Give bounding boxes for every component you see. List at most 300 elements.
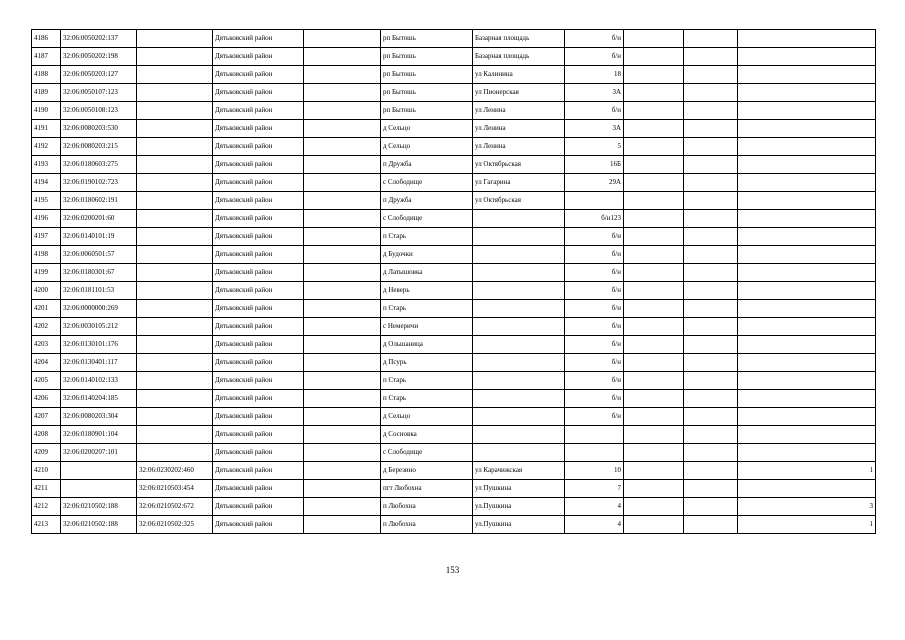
locality-cell: с Немеричи bbox=[381, 318, 473, 336]
district-cell: Дятьковский район bbox=[213, 444, 304, 462]
cadastral-number-cell: 32:06:0181101:53 bbox=[61, 282, 137, 300]
street-cell bbox=[473, 228, 565, 246]
street-cell bbox=[473, 282, 565, 300]
object-cadastral-number-cell bbox=[137, 246, 213, 264]
house-number-cell: б/н bbox=[565, 300, 624, 318]
locality-cell: рп Бытошь bbox=[381, 102, 473, 120]
blank-cell bbox=[304, 156, 381, 174]
street-cell bbox=[473, 426, 565, 444]
blank-cell bbox=[684, 318, 738, 336]
cadastral-number-cell: 32:06:0180901:104 bbox=[61, 426, 137, 444]
count-cell bbox=[738, 48, 876, 66]
district-cell: Дятьковский район bbox=[213, 66, 304, 84]
object-cadastral-number-cell bbox=[137, 228, 213, 246]
table-row bbox=[32, 516, 876, 534]
blank-cell bbox=[624, 282, 684, 300]
table-row bbox=[32, 300, 876, 318]
locality-cell: п Любохна bbox=[381, 498, 473, 516]
blank-cell bbox=[624, 102, 684, 120]
object-cadastral-number-cell bbox=[137, 210, 213, 228]
object-cadastral-number-cell bbox=[137, 354, 213, 372]
count-cell bbox=[738, 300, 876, 318]
table-row bbox=[32, 48, 876, 66]
row-number-cell: 4188 bbox=[32, 66, 61, 84]
row-number-cell: 4194 bbox=[32, 174, 61, 192]
blank-cell bbox=[624, 300, 684, 318]
street-cell: ул Калинина bbox=[473, 66, 565, 84]
street-cell: ул Карачижская bbox=[473, 462, 565, 480]
row-number-cell: 4197 bbox=[32, 228, 61, 246]
blank-cell bbox=[304, 120, 381, 138]
district-cell: Дятьковский район bbox=[213, 354, 304, 372]
object-cadastral-number-cell bbox=[137, 426, 213, 444]
count-cell bbox=[738, 480, 876, 498]
district-cell: Дятьковский район bbox=[213, 192, 304, 210]
count-cell bbox=[738, 84, 876, 102]
object-cadastral-number-cell bbox=[137, 372, 213, 390]
object-cadastral-number-cell bbox=[137, 120, 213, 138]
blank-cell bbox=[684, 390, 738, 408]
street-cell: Базарная площадь bbox=[473, 30, 565, 48]
row-number-cell: 4204 bbox=[32, 354, 61, 372]
street-cell: Базарная площадь bbox=[473, 48, 565, 66]
count-cell bbox=[738, 390, 876, 408]
blank-cell bbox=[684, 498, 738, 516]
blank-cell bbox=[624, 48, 684, 66]
object-cadastral-number-cell: 32:06:0210502:672 bbox=[137, 498, 213, 516]
cadastral-number-cell: 32:06:0200207:101 bbox=[61, 444, 137, 462]
blank-cell bbox=[624, 444, 684, 462]
blank-cell bbox=[304, 174, 381, 192]
blank-cell bbox=[304, 210, 381, 228]
cadastral-number-cell: 32:06:0200201:60 bbox=[61, 210, 137, 228]
street-cell bbox=[473, 336, 565, 354]
blank-cell bbox=[304, 516, 381, 534]
locality-cell: рп Бытошь bbox=[381, 48, 473, 66]
table-row bbox=[32, 102, 876, 120]
row-number-cell: 4203 bbox=[32, 336, 61, 354]
count-cell bbox=[738, 174, 876, 192]
house-number-cell: 4 bbox=[565, 516, 624, 534]
blank-cell bbox=[624, 516, 684, 534]
house-number-cell: б/н bbox=[565, 30, 624, 48]
register-table bbox=[31, 29, 876, 534]
row-number-cell: 4213 bbox=[32, 516, 61, 534]
blank-cell bbox=[684, 210, 738, 228]
blank-cell bbox=[304, 228, 381, 246]
object-cadastral-number-cell bbox=[137, 444, 213, 462]
locality-cell: рп Бытошь bbox=[381, 66, 473, 84]
cadastral-number-cell: 32:06:0130401:117 bbox=[61, 354, 137, 372]
cadastral-number-cell: 32:06:0140102:133 bbox=[61, 372, 137, 390]
table-row bbox=[32, 318, 876, 336]
blank-cell bbox=[684, 84, 738, 102]
object-cadastral-number-cell bbox=[137, 66, 213, 84]
row-number-cell: 4196 bbox=[32, 210, 61, 228]
blank-cell bbox=[304, 282, 381, 300]
table-row bbox=[32, 228, 876, 246]
blank-cell bbox=[684, 426, 738, 444]
cadastral-number-cell: 32:06:0210502:188 bbox=[61, 498, 137, 516]
district-cell: Дятьковский район bbox=[213, 210, 304, 228]
street-cell: ул Ленина bbox=[473, 120, 565, 138]
blank-cell bbox=[624, 156, 684, 174]
house-number-cell: 7 bbox=[565, 480, 624, 498]
object-cadastral-number-cell bbox=[137, 174, 213, 192]
district-cell: Дятьковский район bbox=[213, 336, 304, 354]
table-row bbox=[32, 426, 876, 444]
house-number-cell: б/н bbox=[565, 48, 624, 66]
street-cell: ул Октябрьская bbox=[473, 192, 565, 210]
table-row bbox=[32, 462, 876, 480]
blank-cell bbox=[304, 426, 381, 444]
locality-cell: д Сосновка bbox=[381, 426, 473, 444]
house-number-cell: 10 bbox=[565, 462, 624, 480]
cadastral-number-cell: 32:06:0210502:188 bbox=[61, 516, 137, 534]
count-cell bbox=[738, 426, 876, 444]
district-cell: Дятьковский район bbox=[213, 300, 304, 318]
locality-cell: с Слободище bbox=[381, 444, 473, 462]
district-cell: Дятьковский район bbox=[213, 264, 304, 282]
house-number-cell: 5 bbox=[565, 138, 624, 156]
locality-cell: д Псурь bbox=[381, 354, 473, 372]
house-number-cell: 18 bbox=[565, 66, 624, 84]
table-row bbox=[32, 246, 876, 264]
blank-cell bbox=[304, 498, 381, 516]
table-row bbox=[32, 444, 876, 462]
blank-cell bbox=[684, 264, 738, 282]
blank-cell bbox=[684, 138, 738, 156]
object-cadastral-number-cell bbox=[137, 264, 213, 282]
house-number-cell: б/н bbox=[565, 264, 624, 282]
blank-cell bbox=[684, 192, 738, 210]
count-cell bbox=[738, 228, 876, 246]
street-cell bbox=[473, 408, 565, 426]
blank-cell bbox=[624, 138, 684, 156]
district-cell: Дятьковский район bbox=[213, 390, 304, 408]
table-row bbox=[32, 66, 876, 84]
cadastral-number-cell bbox=[61, 462, 137, 480]
blank-cell bbox=[304, 300, 381, 318]
street-cell bbox=[473, 318, 565, 336]
table-row bbox=[32, 84, 876, 102]
blank-cell bbox=[304, 264, 381, 282]
blank-cell bbox=[624, 264, 684, 282]
locality-cell: пгт Любохна bbox=[381, 480, 473, 498]
cadastral-number-cell: 32:06:0080203:215 bbox=[61, 138, 137, 156]
count-cell bbox=[738, 102, 876, 120]
count-cell bbox=[738, 354, 876, 372]
row-number-cell: 4187 bbox=[32, 48, 61, 66]
district-cell: Дятьковский район bbox=[213, 102, 304, 120]
blank-cell bbox=[684, 174, 738, 192]
street-cell: ул Пионерская bbox=[473, 84, 565, 102]
cadastral-number-cell: 32:06:0180602:191 bbox=[61, 192, 137, 210]
house-number-cell: б/н bbox=[565, 246, 624, 264]
blank-cell bbox=[624, 228, 684, 246]
blank-cell bbox=[684, 462, 738, 480]
street-cell: ул.Пушкина bbox=[473, 516, 565, 534]
table-row bbox=[32, 282, 876, 300]
blank-cell bbox=[684, 480, 738, 498]
cadastral-number-cell: 32:06:0180603:275 bbox=[61, 156, 137, 174]
blank-cell bbox=[684, 444, 738, 462]
blank-cell bbox=[304, 462, 381, 480]
blank-cell bbox=[624, 498, 684, 516]
row-number-cell: 4195 bbox=[32, 192, 61, 210]
house-number-cell bbox=[565, 192, 624, 210]
blank-cell bbox=[624, 66, 684, 84]
blank-cell bbox=[684, 156, 738, 174]
house-number-cell bbox=[565, 444, 624, 462]
count-cell: 1 bbox=[738, 516, 876, 534]
district-cell: Дятьковский район bbox=[213, 408, 304, 426]
house-number-cell: б/н bbox=[565, 102, 624, 120]
blank-cell bbox=[304, 444, 381, 462]
table-row bbox=[32, 498, 876, 516]
table-row bbox=[32, 408, 876, 426]
table-body bbox=[32, 30, 876, 534]
blank-cell bbox=[624, 246, 684, 264]
table-row bbox=[32, 264, 876, 282]
locality-cell: п Старь bbox=[381, 372, 473, 390]
blank-cell bbox=[304, 30, 381, 48]
house-number-cell: б/н bbox=[565, 318, 624, 336]
blank-cell bbox=[684, 48, 738, 66]
row-number-cell: 4212 bbox=[32, 498, 61, 516]
house-number-cell: б/н bbox=[565, 390, 624, 408]
cadastral-number-cell: 32:06:0000000:269 bbox=[61, 300, 137, 318]
cadastral-number-cell: 32:06:0050202:137 bbox=[61, 30, 137, 48]
locality-cell: п Старь bbox=[381, 228, 473, 246]
cadastral-number-cell: 32:06:0140204:185 bbox=[61, 390, 137, 408]
table-row bbox=[32, 336, 876, 354]
house-number-cell: б/н bbox=[565, 408, 624, 426]
cadastral-number-cell: 32:06:0050202:198 bbox=[61, 48, 137, 66]
district-cell: Дятьковский район bbox=[213, 498, 304, 516]
count-cell bbox=[738, 246, 876, 264]
blank-cell bbox=[304, 48, 381, 66]
blank-cell bbox=[684, 354, 738, 372]
row-number-cell: 4186 bbox=[32, 30, 61, 48]
blank-cell bbox=[624, 408, 684, 426]
object-cadastral-number-cell bbox=[137, 282, 213, 300]
object-cadastral-number-cell bbox=[137, 192, 213, 210]
locality-cell: п Старь bbox=[381, 300, 473, 318]
district-cell: Дятьковский район bbox=[213, 174, 304, 192]
locality-cell: рп Бытошь bbox=[381, 30, 473, 48]
row-number-cell: 4210 bbox=[32, 462, 61, 480]
locality-cell: д Будочки bbox=[381, 246, 473, 264]
count-cell bbox=[738, 138, 876, 156]
street-cell bbox=[473, 210, 565, 228]
blank-cell bbox=[684, 408, 738, 426]
house-number-cell: 16Б bbox=[565, 156, 624, 174]
object-cadastral-number-cell: 32:06:0230202:460 bbox=[137, 462, 213, 480]
blank-cell bbox=[624, 174, 684, 192]
cadastral-number-cell: 32:06:0060501:57 bbox=[61, 246, 137, 264]
street-cell: ул Октябрьская bbox=[473, 156, 565, 174]
table-row bbox=[32, 174, 876, 192]
district-cell: Дятьковский район bbox=[213, 516, 304, 534]
street-cell: ул.Пушкина bbox=[473, 498, 565, 516]
count-cell bbox=[738, 408, 876, 426]
blank-cell bbox=[624, 390, 684, 408]
blank-cell bbox=[304, 372, 381, 390]
blank-cell bbox=[624, 30, 684, 48]
blank-cell bbox=[304, 318, 381, 336]
locality-cell: д Сельцо bbox=[381, 120, 473, 138]
locality-cell: п Дружба bbox=[381, 192, 473, 210]
blank-cell bbox=[304, 66, 381, 84]
blank-cell bbox=[684, 30, 738, 48]
row-number-cell: 4200 bbox=[32, 282, 61, 300]
count-cell: 1 bbox=[738, 462, 876, 480]
blank-cell bbox=[624, 336, 684, 354]
object-cadastral-number-cell bbox=[137, 84, 213, 102]
table-row bbox=[32, 390, 876, 408]
district-cell: Дятьковский район bbox=[213, 30, 304, 48]
table-row bbox=[32, 354, 876, 372]
blank-cell bbox=[684, 300, 738, 318]
blank-cell bbox=[304, 390, 381, 408]
cadastral-number-cell: 32:06:0080203:530 bbox=[61, 120, 137, 138]
blank-cell bbox=[684, 120, 738, 138]
cadastral-number-cell: 32:06:0140101:19 bbox=[61, 228, 137, 246]
house-number-cell: б/н bbox=[565, 372, 624, 390]
district-cell: Дятьковский район bbox=[213, 480, 304, 498]
blank-cell bbox=[624, 354, 684, 372]
row-number-cell: 4193 bbox=[32, 156, 61, 174]
district-cell: Дятьковский район bbox=[213, 48, 304, 66]
blank-cell bbox=[684, 228, 738, 246]
street-cell: ул Пушкина bbox=[473, 480, 565, 498]
row-number-cell: 4190 bbox=[32, 102, 61, 120]
object-cadastral-number-cell bbox=[137, 30, 213, 48]
object-cadastral-number-cell bbox=[137, 390, 213, 408]
count-cell bbox=[738, 66, 876, 84]
table-row bbox=[32, 30, 876, 48]
cadastral-number-cell: 32:06:0030105:212 bbox=[61, 318, 137, 336]
object-cadastral-number-cell bbox=[137, 156, 213, 174]
object-cadastral-number-cell bbox=[137, 48, 213, 66]
blank-cell bbox=[624, 462, 684, 480]
street-cell: ул Гагарина bbox=[473, 174, 565, 192]
locality-cell: с Слободище bbox=[381, 174, 473, 192]
locality-cell: д Неверь bbox=[381, 282, 473, 300]
blank-cell bbox=[684, 66, 738, 84]
locality-cell: д Латышовка bbox=[381, 264, 473, 282]
row-number-cell: 4192 bbox=[32, 138, 61, 156]
blank-cell bbox=[304, 480, 381, 498]
blank-cell bbox=[304, 336, 381, 354]
row-number-cell: 4206 bbox=[32, 390, 61, 408]
district-cell: Дятьковский район bbox=[213, 426, 304, 444]
locality-cell: д Березино bbox=[381, 462, 473, 480]
district-cell: Дятьковский район bbox=[213, 138, 304, 156]
count-cell bbox=[738, 30, 876, 48]
object-cadastral-number-cell bbox=[137, 102, 213, 120]
blank-cell bbox=[624, 120, 684, 138]
district-cell: Дятьковский район bbox=[213, 318, 304, 336]
locality-cell: рп Бытошь bbox=[381, 84, 473, 102]
object-cadastral-number-cell bbox=[137, 300, 213, 318]
blank-cell bbox=[304, 354, 381, 372]
object-cadastral-number-cell bbox=[137, 138, 213, 156]
street-cell bbox=[473, 264, 565, 282]
count-cell bbox=[738, 372, 876, 390]
count-cell bbox=[738, 210, 876, 228]
cadastral-number-cell: 32:06:0050107:123 bbox=[61, 84, 137, 102]
blank-cell bbox=[304, 408, 381, 426]
row-number-cell: 4207 bbox=[32, 408, 61, 426]
district-cell: Дятьковский район bbox=[213, 462, 304, 480]
locality-cell: д Сельцо bbox=[381, 408, 473, 426]
count-cell bbox=[738, 444, 876, 462]
street-cell bbox=[473, 354, 565, 372]
street-cell: ул Ленина bbox=[473, 102, 565, 120]
count-cell bbox=[738, 318, 876, 336]
house-number-cell: б/н123 bbox=[565, 210, 624, 228]
street-cell: ул Ленина bbox=[473, 138, 565, 156]
count-cell bbox=[738, 120, 876, 138]
row-number-cell: 4202 bbox=[32, 318, 61, 336]
cadastral-number-cell: 32:06:0180301:67 bbox=[61, 264, 137, 282]
row-number-cell: 4201 bbox=[32, 300, 61, 318]
cadastral-number-cell: 32:06:0190102:723 bbox=[61, 174, 137, 192]
table-row bbox=[32, 372, 876, 390]
blank-cell bbox=[304, 246, 381, 264]
cadastral-number-cell: 32:06:0130101:176 bbox=[61, 336, 137, 354]
blank-cell bbox=[684, 246, 738, 264]
count-cell bbox=[738, 156, 876, 174]
count-cell bbox=[738, 192, 876, 210]
house-number-cell: б/н bbox=[565, 336, 624, 354]
table-row bbox=[32, 192, 876, 210]
locality-cell: д Ольшаница bbox=[381, 336, 473, 354]
street-cell bbox=[473, 444, 565, 462]
district-cell: Дятьковский район bbox=[213, 246, 304, 264]
row-number-cell: 4205 bbox=[32, 372, 61, 390]
house-number-cell: 3А bbox=[565, 84, 624, 102]
row-number-cell: 4191 bbox=[32, 120, 61, 138]
cadastral-number-cell: 32:06:0080203:304 bbox=[61, 408, 137, 426]
count-cell: 3 bbox=[738, 498, 876, 516]
table-row bbox=[32, 156, 876, 174]
table-row bbox=[32, 210, 876, 228]
row-number-cell: 4199 bbox=[32, 264, 61, 282]
street-cell bbox=[473, 372, 565, 390]
locality-cell: п Старь bbox=[381, 390, 473, 408]
locality-cell: с Слободище bbox=[381, 210, 473, 228]
district-cell: Дятьковский район bbox=[213, 282, 304, 300]
blank-cell bbox=[684, 336, 738, 354]
blank-cell bbox=[624, 192, 684, 210]
blank-cell bbox=[304, 84, 381, 102]
blank-cell bbox=[304, 192, 381, 210]
cadastral-number-cell bbox=[61, 480, 137, 498]
house-number-cell: б/н bbox=[565, 354, 624, 372]
house-number-cell: б/н bbox=[565, 282, 624, 300]
count-cell bbox=[738, 336, 876, 354]
count-cell bbox=[738, 282, 876, 300]
blank-cell bbox=[624, 84, 684, 102]
locality-cell: п Любохна bbox=[381, 516, 473, 534]
house-number-cell: 4 bbox=[565, 498, 624, 516]
object-cadastral-number-cell: 32:06:0210502:325 bbox=[137, 516, 213, 534]
house-number-cell: 29А bbox=[565, 174, 624, 192]
street-cell bbox=[473, 300, 565, 318]
